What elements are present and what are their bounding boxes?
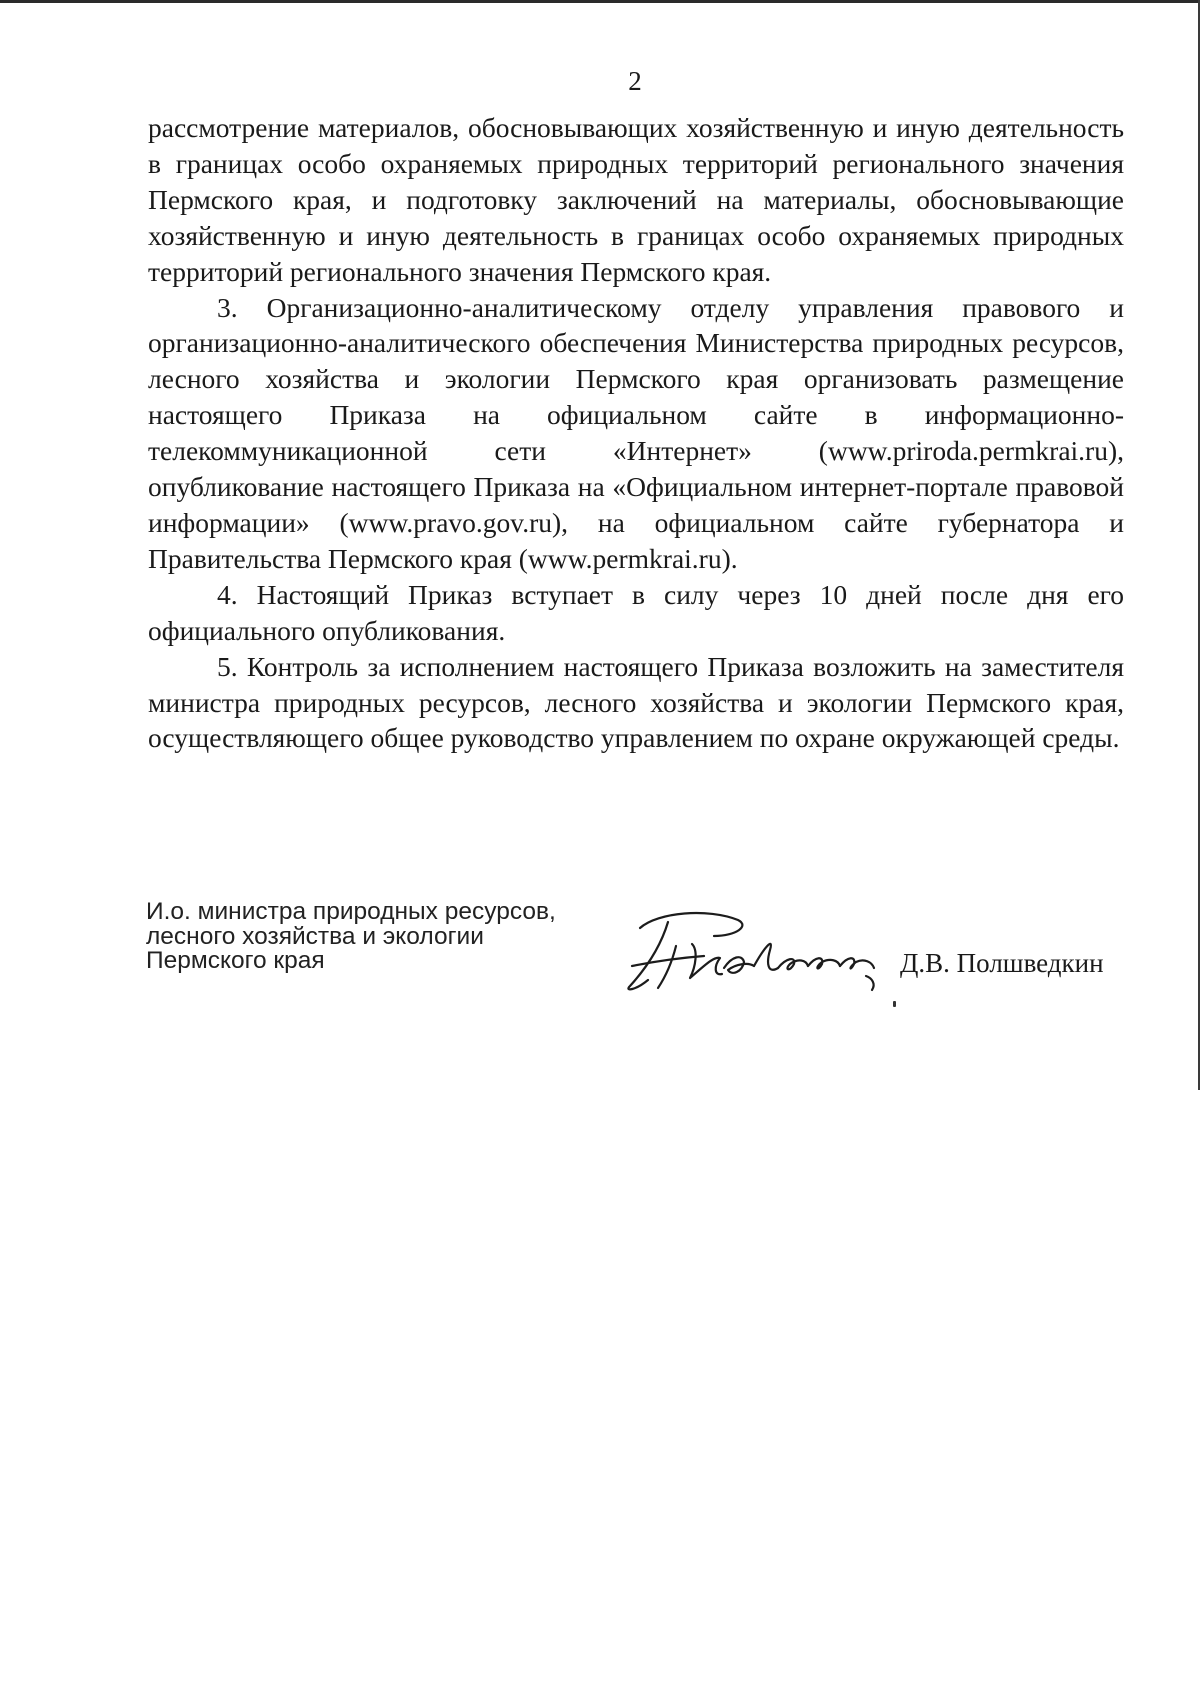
paragraph-continuation: рассмотрение материалов, обосновывающих хозяйственную и иную деятельность в границах особо охраняемых природных территорий регионального значения Пермского края, и подготовку заключений на материалы, обосновывающие хозяйственную и иную деятельность в границах особо охраняемых природных территорий регионального значения Пермского края. bbox=[148, 112, 1124, 287]
paragraph-item-3: 3. Организационно-аналитическому отделу управления правового и организационно-аналитического обеспечения Министерства природных ресурсов, лесного хозяйства и экологии Пермского края организовать размещение настоящего Приказа на официальном сайте в информационно-телекоммуникационной сети «Интернет» (www.priroda.permkrai.ru), опубликование настоящего Приказа на «Официальном интернет-портале правовой информации» (www.pravo.gov.ru), на официальном сайте губернатора и Правительства Пермского края (www.permkrai.ru). bbox=[148, 291, 1124, 574]
signatory-name: Д.В. Полшведкин bbox=[900, 948, 1104, 978]
signatory-title bbox=[146, 900, 556, 974]
page-number: 2 bbox=[628, 66, 642, 96]
document-body bbox=[148, 110, 1124, 756]
scan-speck bbox=[893, 1001, 896, 1007]
paragraph-item-5: 5. Контроль за исполнением настоящего Приказа возложить на заместителя министра природных ресурсов, лесного хозяйства и экологии Пермского края, осуществляющего общее руководство управлением по охране окружающей среды. bbox=[148, 650, 1124, 754]
signatory-title-line: Пермского края bbox=[146, 947, 325, 974]
signatory-title-line: лесного хозяйства и экологии bbox=[146, 922, 484, 950]
signatory-title-line: И.о. министра природных ресурсов, bbox=[146, 898, 556, 925]
paragraph-item-4: 4. Настоящий Приказ вступает в силу через 10 дней после дня его официального опубликования. bbox=[148, 578, 1124, 646]
handwritten-signature bbox=[618, 906, 888, 998]
scan-edge-top bbox=[0, 0, 1200, 3]
